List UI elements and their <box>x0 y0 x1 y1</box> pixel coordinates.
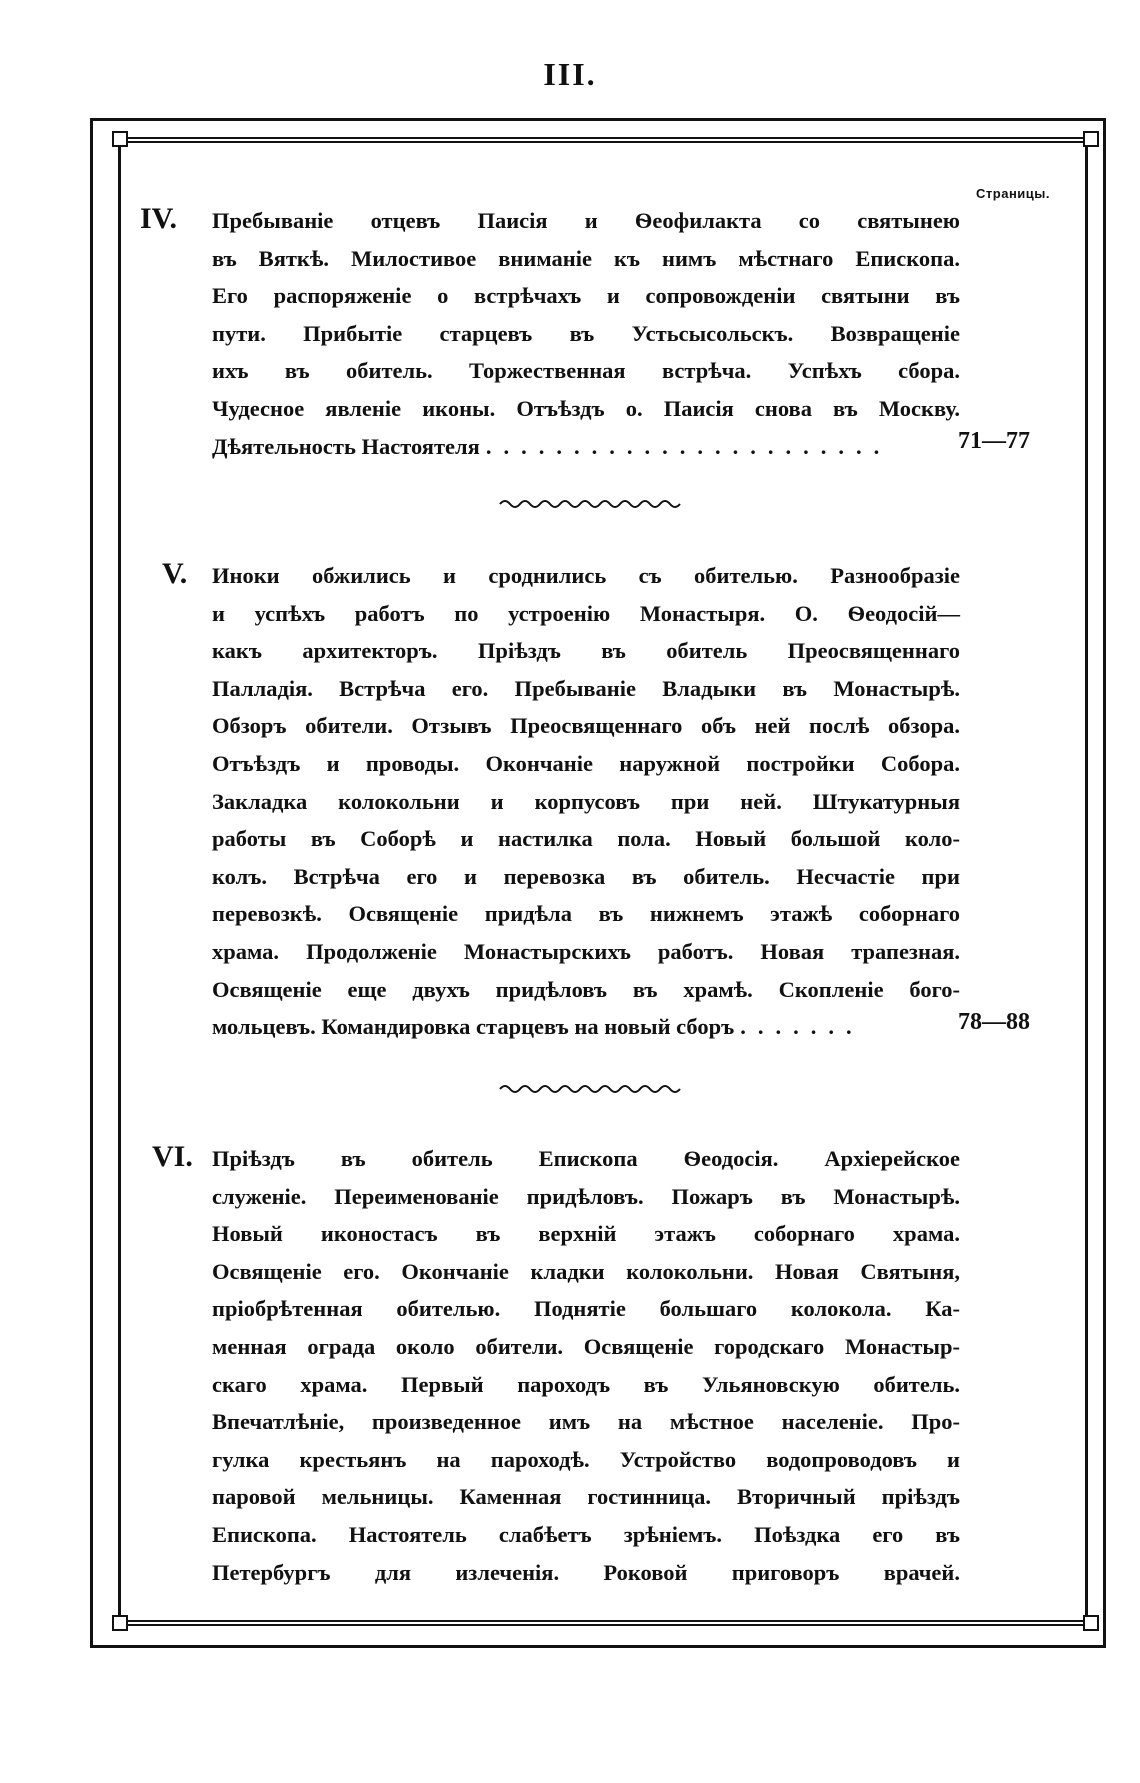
summary-line: перевозкѣ. Освященіе придѣла въ нижнемъ этажѣ соборнаго <box>212 901 960 927</box>
summary-line: Чудесное явленіе иконы. Отъѣздъ о. Паисія снова въ Москву. <box>212 395 960 421</box>
summary-line: Епископа. Настоятель слабѣетъ зрѣніемъ. Поѣздка его въ <box>212 1521 960 1547</box>
summary-line: мольцевъ. Командировка старцевъ на новый сборъ <box>212 1014 735 1040</box>
summary-line: Пребываніе отцевъ Паисія и Ѳеофилакта со святынею <box>212 208 960 233</box>
summary-last-line <box>212 428 892 466</box>
summary-line: и успѣхъ работъ по устроенію Монастыря. О. Ѳеодосій— <box>212 600 960 626</box>
summary-line: Палладія. Встрѣча его. Пребываніе Владыки въ Монастырѣ. <box>212 675 960 701</box>
summary-line: колъ. Встрѣча его и перевозка въ обитель. Несчастіе при <box>212 863 960 889</box>
summary-line: Новый иконостасъ въ верхній этажъ соборнаго храма. <box>212 1221 960 1247</box>
summary-line: Иноки обжились и сроднились съ обителью. Разнообразіе <box>212 563 960 588</box>
summary-line: работы въ Соборѣ и настилка пола. Новый большой коло- <box>212 826 960 852</box>
section-summary <box>212 1140 960 1591</box>
page-number: III. <box>543 56 597 92</box>
summary-line: ихъ въ обитель. Торжественная встрѣча. Успѣхъ сбора. <box>212 358 960 384</box>
dot-leader: ....................... <box>485 433 892 459</box>
wavy-divider <box>500 497 680 511</box>
section-numeral: VI. <box>152 1140 193 1173</box>
frame-corner-ornament <box>1083 131 1099 147</box>
summary-line: Освященіе еще двухъ придѣловъ въ храмѣ. Скопленіе бого- <box>212 976 960 1002</box>
wavy-divider <box>500 1082 680 1096</box>
toc-section-v <box>140 557 1030 1057</box>
toc-section-vi <box>140 1140 1030 1600</box>
page-range: 71—77 <box>958 428 1030 454</box>
dot-leader: ....... <box>740 1014 864 1040</box>
summary-line: въ Вяткѣ. Милостивое вниманіе къ нимъ мѣстнаго Епископа. <box>212 245 960 271</box>
summary-line: Отъѣздъ и проводы. Окончаніе наружной постройки Собора. <box>212 750 960 776</box>
summary-line: скаго храма. Первый пароходъ въ Ульяновскую обитель. <box>212 1371 960 1397</box>
summary-line: пути. Прибытіе старцевъ въ Устьсысольскъ. Возвращеніе <box>212 320 960 346</box>
summary-line: Впечатлѣніе, произведенное имъ на мѣстное населеніе. Про- <box>212 1409 960 1435</box>
summary-line: паровой мельницы. Каменная гостинница. Вторичный пріѣздъ <box>212 1484 960 1510</box>
summary-line: Закладка колокольни и корпусовъ при ней. Штукатурныя <box>212 788 960 814</box>
summary-line: Обзоръ обители. Отзывъ Преосвященнаго объ ней послѣ обзора. <box>212 713 960 739</box>
section-summary <box>212 557 960 1046</box>
summary-line: Освященіе его. Окончаніе кладки колокольни. Новая Святыня, <box>212 1258 960 1284</box>
summary-line: Дѣятельность Настоятеля <box>212 433 480 459</box>
pages-column-header: Страницы. <box>976 186 1050 201</box>
section-summary <box>212 202 960 465</box>
toc-section-iv <box>140 202 1030 472</box>
frame-corner-ornament <box>112 131 128 147</box>
page-range: 78—88 <box>958 1009 1030 1035</box>
summary-line: Его распоряженіе о встрѣчахъ и сопровожденіи святыни въ <box>212 283 960 309</box>
summary-line: Петербургъ для излеченія. Роковой приговоръ врачей. <box>212 1559 960 1585</box>
frame-corner-ornament <box>1083 1615 1099 1631</box>
summary-line: пріобрѣтенная обителью. Поднятіе большаго колокола. Ка- <box>212 1296 960 1322</box>
summary-line: какъ архитекторъ. Пріѣздъ въ обитель Преосвященнаго <box>212 638 960 664</box>
summary-line: гулка крестьянъ на пароходѣ. Устройство водопроводовъ и <box>212 1446 960 1472</box>
section-numeral: V. <box>162 557 188 590</box>
section-numeral: IV. <box>140 202 177 235</box>
summary-line: храма. Продолженіе Монастырскихъ работъ. Новая трапезная. <box>212 938 960 964</box>
summary-line: служеніе. Переименованіе придѣловъ. Пожаръ въ Монастырѣ. <box>212 1183 960 1209</box>
summary-line: менная ограда около обители. Освященіе городскаго Монастыр- <box>212 1333 960 1359</box>
summary-last-line <box>212 1008 864 1046</box>
summary-line: Пріѣздъ въ обитель Епископа Ѳеодосія. Архіерейское <box>212 1146 960 1171</box>
frame-corner-ornament <box>112 1615 128 1631</box>
